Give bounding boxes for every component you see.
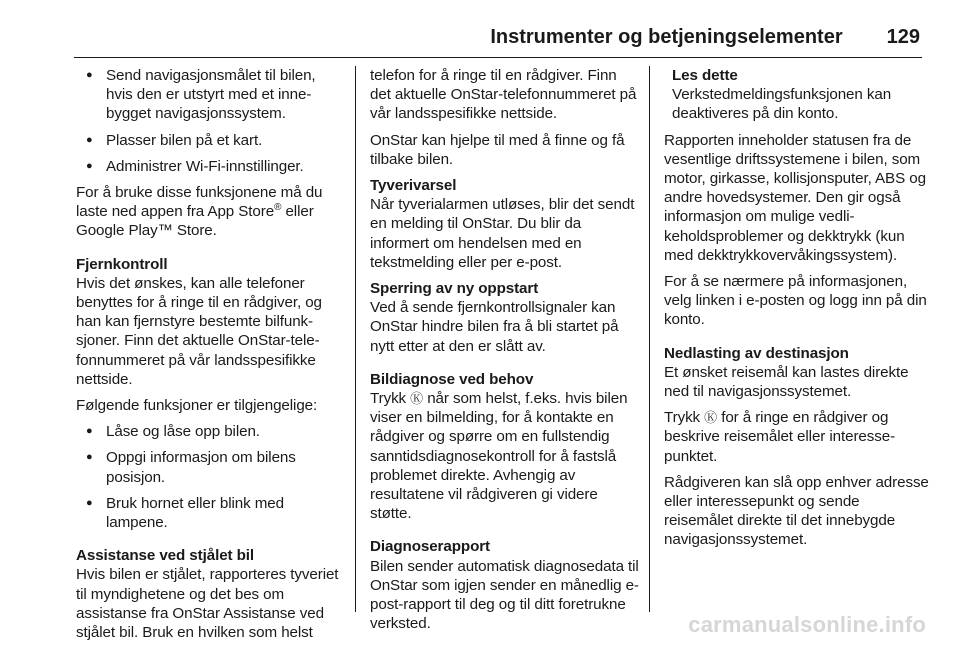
stjalet-text: Hvis bilen er stjålet, rapporteres tyveriet til myndighetene og det bes om assistanse fra OnStar Assistanse ved stjålet bil. Bruk en hvilken som helst	[76, 566, 339, 642]
note-box	[664, 66, 932, 124]
note-text: Verkstedmeldingsfunksjonen kan deaktiveres på din konto.	[672, 86, 892, 123]
column-divider-1	[355, 66, 356, 612]
list-item: ● Oppgi informasjon om bilens posisjon.	[76, 448, 346, 486]
onstar-button-icon: Ⓚ	[410, 391, 424, 407]
fjernkontroll-text: Hvis det ønskes, kan alle telefoner benyttes for å ringe til en rådgiver, og han kan fjernstyre bestemte bilfunksjoner. Finn det aktuelle OnStar-telefonnummeret på vår landsspesifikke nettside.	[76, 274, 322, 388]
page-header	[490, 26, 920, 56]
app-paragraph: For å bruke disse funksjonene må du laste ned appen fra App Store® eller Google Play™ Store.	[76, 184, 323, 240]
info-text: For å se nærmere på informasjonen, velg linken i e-posten og logg inn på din konto.	[664, 273, 927, 329]
section-heading-tyverivarsel: Tyverivarsel	[370, 177, 457, 195]
note-heading: Les dette	[672, 67, 738, 84]
column-divider-2	[649, 66, 650, 612]
continued-text: telefon for å ringe til en rådgiver. Finn det aktuelle OnStar-telefonnummeret på vår landsspesifikke nettside.	[370, 67, 637, 123]
radgiver-text: Rådgiveren kan slå opp enhver adresse eller interessepunkt og sende reisemålet direkte til det innebygde navigasjonssystemet.	[664, 473, 929, 549]
funksjoner-intro: Følgende funksjoner er tilgjengelige:	[76, 397, 318, 415]
list-item: ● Send navigasjonsmålet til bilen, hvis den er utstyrt med et innebygget navigasjonssystem.	[76, 66, 346, 124]
trykk-text: Trykk Ⓚ for å ringe en rådgiver og beskrive reisemålet eller interessepunktet.	[664, 409, 896, 465]
page-title: Instrumenter og betjeningselementer	[490, 26, 843, 48]
section-heading-fjernkontroll: Fjernkontroll	[76, 255, 168, 273]
list-item: ● Plasser bilen på et kart.	[76, 131, 346, 150]
list-item: ● Administrer Wi-Fi-innstillinger.	[76, 157, 346, 176]
section-heading-bildiagnose: Bildiagnose ved behov	[370, 370, 534, 388]
rapport-text: Rapporten inneholder statusen fra de vesentlige driftssystemene i bilen, som motor, girkasse, kollisjonsputer, ABS og andre hovedsystemer. Den gir også informasjon om mulige vedlikeholdsproblemer og dekktrykk (kun med dekktrykkovervåkingssystem).	[664, 131, 926, 264]
tyverivarsel-text: Når tyverialarmen utløses, blir det sendt en melding til OnStar. Du blir da informert om hendelsen med en tekstmelding eller per e-post.	[370, 196, 635, 271]
section-heading-sperring: Sperring av ny oppstart	[370, 280, 539, 298]
sperring-text: Ved å sende fjernkontrollsignaler kan OnStar hindre bilen fra å bli startet på nytt etter at den er slått av.	[370, 299, 619, 355]
column-2	[370, 66, 640, 640]
section-heading-stjalet: Assistanse ved stjålet bil	[76, 547, 255, 565]
watermark: carmanualsonline.info	[688, 612, 926, 637]
column-3	[664, 66, 932, 557]
bildiagnose-text: Trykk Ⓚ når som helst, f.eks. hvis bilen viser en bilmelding, for å kontakte en rådgiver og spørre om en fullstendig sanntidsdiagnosekontroll for å fastslå problemet direkte. Avhengig av resultatene vil rådgiveren gi videre støtte.	[370, 390, 628, 523]
funksjoner-list	[76, 422, 346, 532]
list-item: ● Bruk hornet eller blink med lampene.	[76, 494, 346, 532]
section-heading-nedlasting: Nedlasting av destinasjon	[664, 344, 849, 362]
list-item: ● Låse og låse opp bilen.	[76, 422, 346, 441]
diagnoserapport-text: Bilen sender automatisk diagnosedata til OnStar som igjen sender en månedlig e-post-rapport til deg og til ditt foretrukne verksted.	[370, 557, 639, 633]
section-heading-diagnoserapport: Diagnoserapport	[370, 538, 491, 556]
nedlasting-text: Et ønsket reisemål kan lastes direkte ned til navigasjonssystemet.	[664, 363, 909, 401]
onstar-help-text: OnStar kan hjelpe til med å finne og få tilbake bilen.	[370, 131, 625, 168]
page-number: 129	[886, 26, 920, 48]
column-1	[76, 66, 346, 649]
header-rule	[74, 57, 922, 58]
onstar-button-icon: Ⓚ	[704, 410, 718, 426]
